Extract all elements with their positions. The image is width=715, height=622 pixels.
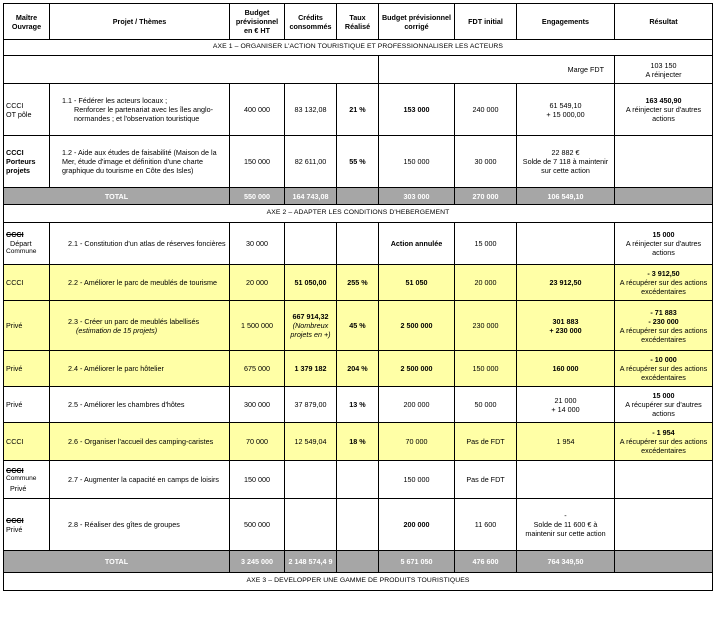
- maitre-ouvrage-cell: CCCI Départ Commune: [4, 223, 50, 265]
- col-credits-consommes: Crédits consommés: [285, 4, 337, 40]
- axe1-total-row: [4, 188, 713, 205]
- maitre-ouvrage-cell: CCCI: [4, 423, 50, 461]
- col-fdt-initial: FDT initial: [455, 4, 517, 40]
- engagements-cell: 23 912,50: [517, 265, 615, 301]
- fdt-cell: 15 000: [455, 223, 517, 265]
- axe2-total-row: [4, 551, 713, 573]
- budget-cell: 500 000: [230, 499, 285, 551]
- budget-corrige-cell: 70 000: [379, 423, 455, 461]
- col-resultat: Résultat: [615, 4, 713, 40]
- col-maitre-ouvrage: Maître Ouvrage: [4, 4, 50, 40]
- credits-cell: 82 611,00: [285, 136, 337, 188]
- engagements-cell: 61 549,10 + 15 000,00: [517, 84, 615, 136]
- maitre-ouvrage-cell: CCCI Porteurs projets: [4, 136, 50, 188]
- table-row: [4, 499, 713, 551]
- total-engagements: 106 549,10: [517, 188, 615, 205]
- axe1-title: AXE 1 – ORGANISER L'ACTION TOURISTIQUE ET PROFESSIONNALISER LES ACTEURS: [4, 40, 713, 56]
- budget-cell: 150 000: [230, 461, 285, 499]
- total-engagements: 764 349,50: [517, 551, 615, 573]
- total-credits: 164 743,08: [285, 188, 337, 205]
- credits-cell: 37 879,00: [285, 387, 337, 423]
- engagements-cell: 301 883 + 230 000: [517, 301, 615, 351]
- projet-cell: 1.2 - Aide aux études de faisabilité (Maison de la Mer, étude d'image et définition d'une charte graphique du tourisme en Côte des Isles): [50, 136, 230, 188]
- col-budget-corrige: Budget prévisionnel corrigé: [379, 4, 455, 40]
- marge-fdt-label: Marge FDT: [379, 56, 615, 84]
- credits-cell: 83 132,08: [285, 84, 337, 136]
- resultat-cell: - 1 954 A récupérer sur des actions excédentaires: [615, 423, 713, 461]
- fdt-cell: Pas de FDT: [455, 423, 517, 461]
- total-budget-corrige: 5 671 050: [379, 551, 455, 573]
- fdt-cell: 230 000: [455, 301, 517, 351]
- table-row: [4, 423, 713, 461]
- engagements-cell: 22 882 € Solde de 7 118 à maintenir sur cette action: [517, 136, 615, 188]
- fdt-cell: Pas de FDT: [455, 461, 517, 499]
- budget-corrige-cell: 150 000: [379, 136, 455, 188]
- taux-cell: 45 %: [337, 301, 379, 351]
- budget-corrige-cell: 200 000: [379, 499, 455, 551]
- table-row: [4, 351, 713, 387]
- axe3-title-row: [4, 573, 713, 591]
- budget-cell: 300 000: [230, 387, 285, 423]
- projet-cell: 2.2 - Améliorer le parc de meublés de tourisme: [50, 265, 230, 301]
- credits-cell: 12 549,04: [285, 423, 337, 461]
- resultat-cell: - 3 912,50 A récupérer sur des actions excédentaires: [615, 265, 713, 301]
- taux-cell: 55 %: [337, 136, 379, 188]
- budget-cell: 150 000: [230, 136, 285, 188]
- taux-cell: 255 %: [337, 265, 379, 301]
- total-budget: 3 245 000: [230, 551, 285, 573]
- budget-corrige-cell: 2 500 000: [379, 351, 455, 387]
- axe1-marge-row: [4, 56, 713, 84]
- table-row: [4, 84, 713, 136]
- projet-cell: 2.1 - Constitution d'un atlas de réserves foncières: [50, 223, 230, 265]
- projet-cell: 2.6 - Organiser l'accueil des camping-caristes: [50, 423, 230, 461]
- maitre-ouvrage-cell: CCCI Privé: [4, 499, 50, 551]
- maitre-ouvrage-cell: CCCI Commune Privé: [4, 461, 50, 499]
- budget-cell: 400 000: [230, 84, 285, 136]
- budget-corrige-cell: 51 050: [379, 265, 455, 301]
- header-row: [4, 4, 713, 40]
- col-taux-realise: Taux Réalisé: [337, 4, 379, 40]
- credits-cell: 51 050,00: [285, 265, 337, 301]
- budget-corrige-cell: 150 000: [379, 461, 455, 499]
- axe2-title-row: [4, 205, 713, 223]
- fdt-cell: 150 000: [455, 351, 517, 387]
- col-budget-previsionnel: Budget prévisionnel en € HT: [230, 4, 285, 40]
- axe3-title: AXE 3 – DEVELOPPER UNE GAMME DE PRODUITS TOURISTIQUES: [4, 573, 713, 591]
- budget-corrige-cell: 200 000: [379, 387, 455, 423]
- total-budget: 550 000: [230, 188, 285, 205]
- resultat-cell: 163 450,90 A réinjecter sur d'autres actions: [615, 84, 713, 136]
- resultat-cell: 15 000 A réinjecter sur d'autres actions: [615, 223, 713, 265]
- budget-corrige-cell: Action annulée: [379, 223, 455, 265]
- resultat-cell: [615, 136, 713, 188]
- taux-cell: 21 %: [337, 84, 379, 136]
- table-row: [4, 136, 713, 188]
- fdt-cell: 20 000: [455, 265, 517, 301]
- resultat-cell: - 10 000 A récupérer sur des actions excédentaires: [615, 351, 713, 387]
- budget-cell: 675 000: [230, 351, 285, 387]
- projet-cell: 2.8 - Réaliser des gîtes de groupes: [50, 499, 230, 551]
- table-row: [4, 461, 713, 499]
- engagements-cell: 160 000: [517, 351, 615, 387]
- total-label: TOTAL: [4, 188, 230, 205]
- table-row: [4, 301, 713, 351]
- budget-corrige-cell: 2 500 000: [379, 301, 455, 351]
- fdt-cell: 30 000: [455, 136, 517, 188]
- taux-cell: 204 %: [337, 351, 379, 387]
- taux-cell: 18 %: [337, 423, 379, 461]
- fdt-cell: 50 000: [455, 387, 517, 423]
- maitre-ouvrage-cell: CCCI: [4, 265, 50, 301]
- budget-cell: 20 000: [230, 265, 285, 301]
- total-label: TOTAL: [4, 551, 230, 573]
- col-engagements: Engagements: [517, 4, 615, 40]
- table-row: [4, 387, 713, 423]
- total-fdt: 476 600: [455, 551, 517, 573]
- engagements-cell: - Solde de 11 600 € à maintenir sur cette action: [517, 499, 615, 551]
- projet-cell: 2.5 - Améliorer les chambres d'hôtes: [50, 387, 230, 423]
- axe2-title: AXE 2 – ADAPTER LES CONDITIONS D'HEBERGEMENT: [4, 205, 713, 223]
- projet-cell: 2.7 - Augmenter la capacité en camps de loisirs: [50, 461, 230, 499]
- engagements-cell: 1 954: [517, 423, 615, 461]
- fdt-cell: 240 000: [455, 84, 517, 136]
- resultat-cell: - 71 883 - 230 000 A récupérer sur des actions excédentaires: [615, 301, 713, 351]
- budget-cell: 30 000: [230, 223, 285, 265]
- resultat-cell: 15 000 A récupérer sur d'autres actions: [615, 387, 713, 423]
- credits-cell: 1 379 182: [285, 351, 337, 387]
- projet-cell: 2.3 - Créer un parc de meublés labellisés (estimation de 15 projets): [50, 301, 230, 351]
- maitre-ouvrage-cell: Privé: [4, 387, 50, 423]
- budget-cell: 1 500 000: [230, 301, 285, 351]
- fdt-cell: 11 600: [455, 499, 517, 551]
- total-budget-corrige: 303 000: [379, 188, 455, 205]
- budget-corrige-cell: 153 000: [379, 84, 455, 136]
- credits-cell: 667 914,32 (Nombreux projets en +): [285, 301, 337, 351]
- budget-cell: 70 000: [230, 423, 285, 461]
- maitre-ouvrage-cell: Privé: [4, 351, 50, 387]
- projet-cell: 1.1 - Fédérer les acteurs locaux ; Renforcer le partenariat avec les îles anglo-normandes ; et l'observation touristique: [50, 84, 230, 136]
- table-row: [4, 223, 713, 265]
- marge-fdt-result: 103 150 A réinjecter: [615, 56, 713, 84]
- total-fdt: 270 000: [455, 188, 517, 205]
- budget-table: [3, 3, 713, 591]
- projet-cell: 2.4 - Améliorer le parc hôtelier: [50, 351, 230, 387]
- engagements-cell: 21 000 + 14 000: [517, 387, 615, 423]
- maitre-ouvrage-cell: CCCI OT pôle: [4, 84, 50, 136]
- total-credits: 2 148 574,4 9: [285, 551, 337, 573]
- table-row: [4, 265, 713, 301]
- col-projet-themes: Projet / Thèmes: [50, 4, 230, 40]
- axe1-title-row: [4, 40, 713, 56]
- taux-cell: 13 %: [337, 387, 379, 423]
- maitre-ouvrage-cell: Privé: [4, 301, 50, 351]
